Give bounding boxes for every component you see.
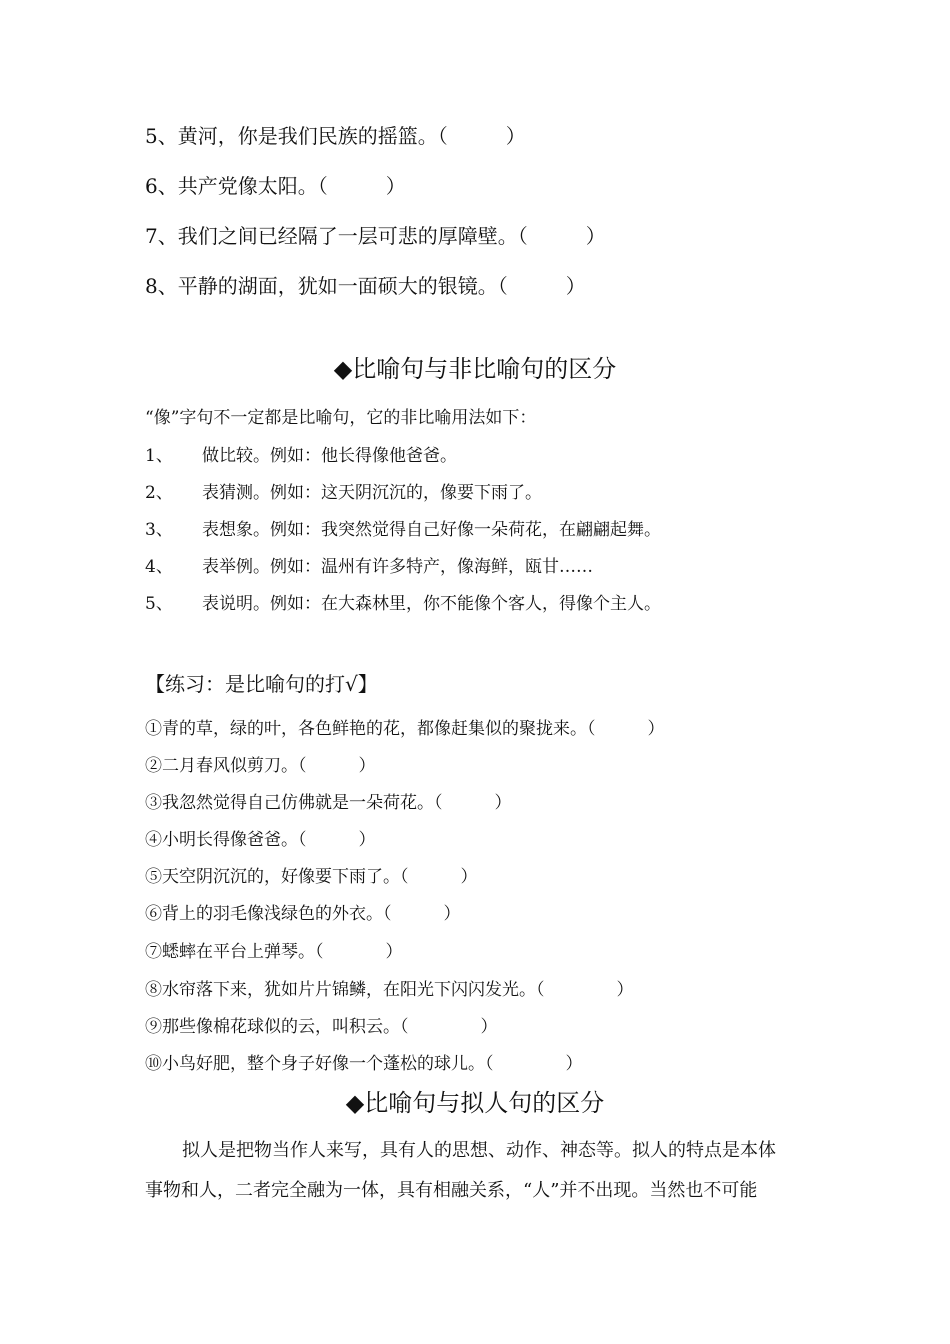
exercise-text: ⑥背上的羽毛像浅绿色的外衣。（	[145, 904, 392, 924]
usage-item	[145, 596, 765, 616]
exercise-item	[145, 982, 634, 999]
section-title-simile-vs-nonsimile: ◆比喻句与非比喻句的区分	[333, 355, 617, 383]
question-text: 6、共产党像太阳。（	[145, 174, 328, 198]
usage-number: 5、	[145, 594, 173, 614]
usage-item	[145, 559, 745, 579]
exercise-text: ③我忽然觉得自己仿佛就是一朵荷花。（	[145, 793, 443, 813]
answer-close-paren: ）	[616, 980, 634, 1000]
question-text: 8、平静的湖面，犹如一面硕大的银镜。（	[145, 274, 508, 298]
exercise-text: ④小明长得像爸爸。（	[145, 830, 307, 850]
usage-number: 2、	[145, 483, 173, 503]
exercise-item	[145, 832, 376, 849]
exercise-item	[145, 1019, 498, 1036]
exercise-item	[145, 758, 376, 775]
usage-text: 做比较。例如：他长得像他爸爸。	[202, 446, 457, 466]
exercise-text: ⑧水帘落下来，犹如片片锦鳞，在阳光下闪闪发光。（	[145, 980, 545, 1000]
exercise-item	[145, 721, 665, 738]
exercise-text: ⑨那些像棉花球似的云，叫积云。（	[145, 1017, 409, 1037]
answer-close-paren: ）	[565, 274, 586, 298]
exercise-item	[145, 944, 403, 961]
answer-close-paren: ）	[494, 793, 512, 813]
question-7	[145, 226, 606, 246]
usage-item	[145, 522, 765, 542]
exercise-text: ②二月春风似剪刀。（	[145, 756, 307, 776]
exercise-item	[145, 1056, 583, 1073]
exercise-item	[145, 795, 512, 812]
usage-item	[145, 485, 745, 505]
usage-text: 表猜测。例如：这天阴沉沉的，像要下雨了。	[202, 483, 542, 503]
answer-close-paren: ）	[480, 1017, 498, 1037]
answer-close-paren: ）	[647, 719, 665, 739]
usage-text: 表举例。例如：温州有许多特产，像海鲜，瓯甘……	[202, 557, 593, 577]
answer-close-paren: ）	[385, 174, 406, 198]
exercise-text: ⑤天空阴沉沉的，好像要下雨了。（	[145, 867, 409, 887]
exercise-item	[145, 869, 478, 886]
section-title-simile-vs-personification: ◆比喻句与拟人句的区分	[345, 1089, 605, 1117]
exercise-title: 【练习：是比喻句的打√】	[145, 672, 378, 696]
paragraph-line: 拟人是把物当作人来写，具有人的思想、动作、神态等。拟人的特点是本体	[182, 1140, 776, 1161]
answer-close-paren: ）	[358, 830, 376, 850]
paragraph-line: 事物和人，二者完全融为一体，具有相融关系，“人”并不出现。当然也不可能	[145, 1180, 758, 1201]
answer-close-paren: ）	[585, 224, 606, 248]
answer-close-paren: ）	[505, 124, 526, 148]
usage-text: 表说明。例如：在大森林里，你不能像个客人，得像个主人。	[202, 594, 661, 614]
exercise-item	[145, 906, 461, 923]
exercise-text: ⑩小鸟好肥，整个身子好像一个蓬松的球儿。（	[145, 1054, 494, 1074]
question-6	[145, 176, 406, 196]
answer-close-paren: ）	[443, 904, 461, 924]
question-8	[145, 276, 586, 296]
question-5	[145, 126, 526, 146]
usage-number: 1、	[145, 446, 173, 466]
answer-close-paren: ）	[385, 942, 403, 962]
usage-text: 表想象。例如：我突然觉得自己好像一朵荷花，在翩翩起舞。	[202, 520, 661, 540]
answer-close-paren: ）	[565, 1054, 583, 1074]
question-text: 5、黄河，你是我们民族的摇篮。（	[145, 124, 448, 148]
usage-item	[145, 448, 745, 468]
answer-close-paren: ）	[460, 867, 478, 887]
section-intro: “像”字句不一定都是比喻句，它的非比喻用法如下：	[145, 408, 537, 428]
exercise-text: ①青的草，绿的叶，各色鲜艳的花，都像赶集似的聚拢来。（	[145, 719, 596, 739]
usage-number: 4、	[145, 557, 173, 577]
usage-number: 3、	[145, 520, 173, 540]
answer-close-paren: ）	[358, 756, 376, 776]
exercise-text: ⑦蟋蟀在平台上弹琴。（	[145, 942, 324, 962]
question-text: 7、我们之间已经隔了一层可悲的厚障壁。（	[145, 224, 528, 248]
